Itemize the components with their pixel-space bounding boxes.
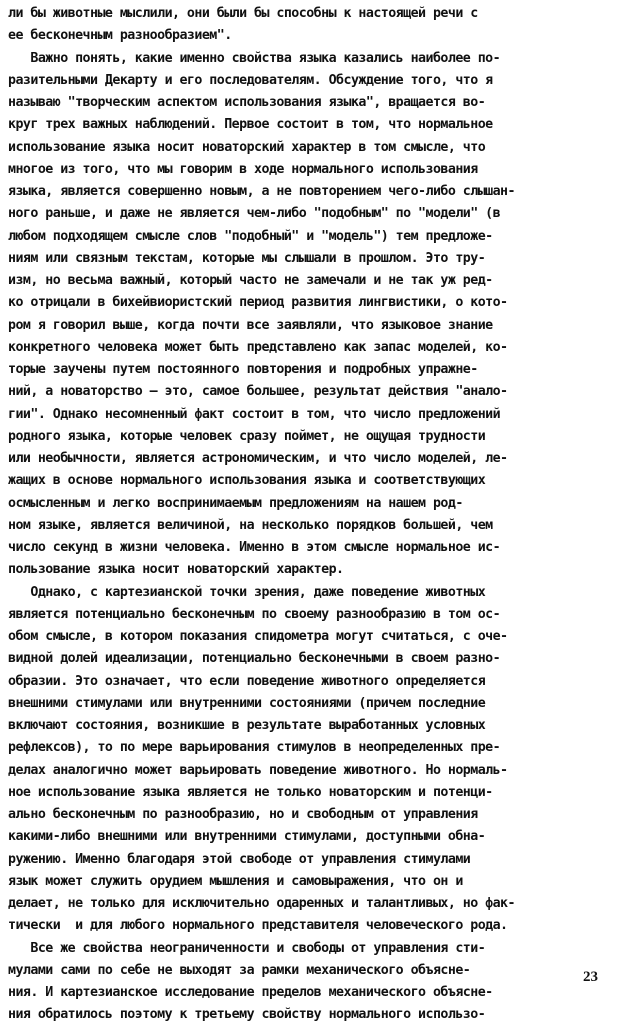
text-line: любом подходящем смысле слов "подобный" и "модель") тем предложе- [8, 228, 493, 244]
text-line: изм, но весьма важный, который часто не замечали и не так уж ред- [8, 273, 493, 288]
text-line: ко отрицали в бихейвиористский период развития лингвистики, о кото- [8, 295, 508, 311]
text-line: родного языка, которые человек сразу поймет, не ощущая трудности [8, 428, 486, 444]
text-line: Все же свойства неограниченности и свободы от управления сти- [8, 940, 486, 956]
text-line: многое из того, что мы говорим в ходе нормального использования [8, 161, 478, 177]
text-line: ниям или связным текстам, которые мы слышали в прошлом. Это тру- [8, 250, 486, 266]
text-line: какими-либо внешними или внутренними стимулами, доступными обна- [8, 829, 486, 845]
text-line: Однако, с картезианской точки зрения, даже поведение животных [8, 584, 486, 600]
text-line: Важно понять, какие именно свойства языка казались наиболее по- [8, 50, 501, 66]
text-line: торые заучены путем постоянного повторения и подробных упражне- [8, 362, 478, 377]
text-line: использование языка носит новаторский характер в том смысле, что [8, 139, 486, 155]
text-line: внешними стимулами или внутренними состояниями (причем последние [8, 695, 486, 711]
text-line: ружению. Именно благодаря этой свободе от управления стимулами [8, 851, 471, 867]
text-line: делает, не только для исключительно одаренных и талантливых, но фак- [8, 896, 515, 911]
text-line: видной долей идеализации, потенциально бесконечными в своем разно- [8, 651, 501, 667]
text-line: пользование языка носит новаторский характер. [8, 562, 344, 578]
text-line: делах аналогично может варьировать поведение животного. Но нормаль- [8, 762, 508, 778]
text-line: обом смысле, в котором показания спидометра могут считаться, с оче- [8, 629, 508, 644]
text-line: является потенциально бесконечным по своему разнообразию в том ос- [8, 606, 501, 622]
page-number: 23 [583, 969, 598, 985]
text-line: включают состояния, возникшие в результате выработанных условных [8, 718, 486, 733]
text-line: мулами сами по себе не выходят за рамки механического объясне- [8, 962, 471, 978]
text-line: называю "творческим аспектом использования языка", вращается во- [8, 95, 486, 110]
text-line: ром я говорил выше, когда почти все заявляли, что языковое знание [8, 317, 493, 333]
text-line: ного раньше, и даже не является чем-либо "подобным" по "модели" (в [8, 206, 501, 222]
text-line: ний, а новаторство – это, самое большее, результат действия "анало- [8, 384, 508, 400]
text-line: образии. Это означает, что если поведение животного определяется [8, 673, 486, 689]
text-line: ально бесконечным по разнообразию, но и свободным от управления [8, 807, 478, 822]
text-line: жащих в основе нормального использования языка и соответствующих [8, 473, 486, 489]
text-line: ное использование языка является не только новаторским и потенци- [8, 784, 493, 800]
text-line: разительными Декарту и его последователям. Обсуждение того, что я [8, 72, 493, 88]
text-line: тически и для любого нормального представителя человеческого рода. [8, 918, 508, 934]
text-line: круг трех важных наблюдений. Первое состоит в том, что нормальное [8, 117, 493, 133]
text-line: конкретного человека может быть представлено как запас моделей, ко- [8, 339, 508, 355]
text-line: гии". Однако несомненный факт состоит в том, что число предложений [8, 406, 501, 422]
text-line: ее бесконечным разнообразием". [8, 28, 232, 44]
text-line: языка, является совершенно новым, а не повторением чего-либо слышан- [8, 184, 515, 199]
text-line: рефлексов), то по мере варьирования стимулов в неопределенных пре- [8, 740, 501, 756]
text-line: ли бы животные мыслили, они были бы способны к настоящей речи с [8, 6, 478, 21]
body-text [8, 3, 604, 1027]
text-line: язык может служить орудием мышления и самовыражения, что он и [8, 873, 463, 889]
text-line: ном языке, является величиной, на несколько порядков большей, чем [8, 517, 493, 533]
text-line: число секунд в жизни человека. Именно в этом смысле нормальное ис- [8, 540, 501, 555]
text-line: ния обратилось поэтому к третьему свойству нормального использо- [8, 1007, 486, 1023]
text-line: ния. И картезианское исследование пределов механического объясне- [8, 985, 493, 1000]
text-line: осмысленным и легко воспринимаемым предложениям на нашем род- [8, 495, 463, 511]
text-line: или необычности, является астрономическим, и что число моделей, ле- [8, 451, 508, 466]
